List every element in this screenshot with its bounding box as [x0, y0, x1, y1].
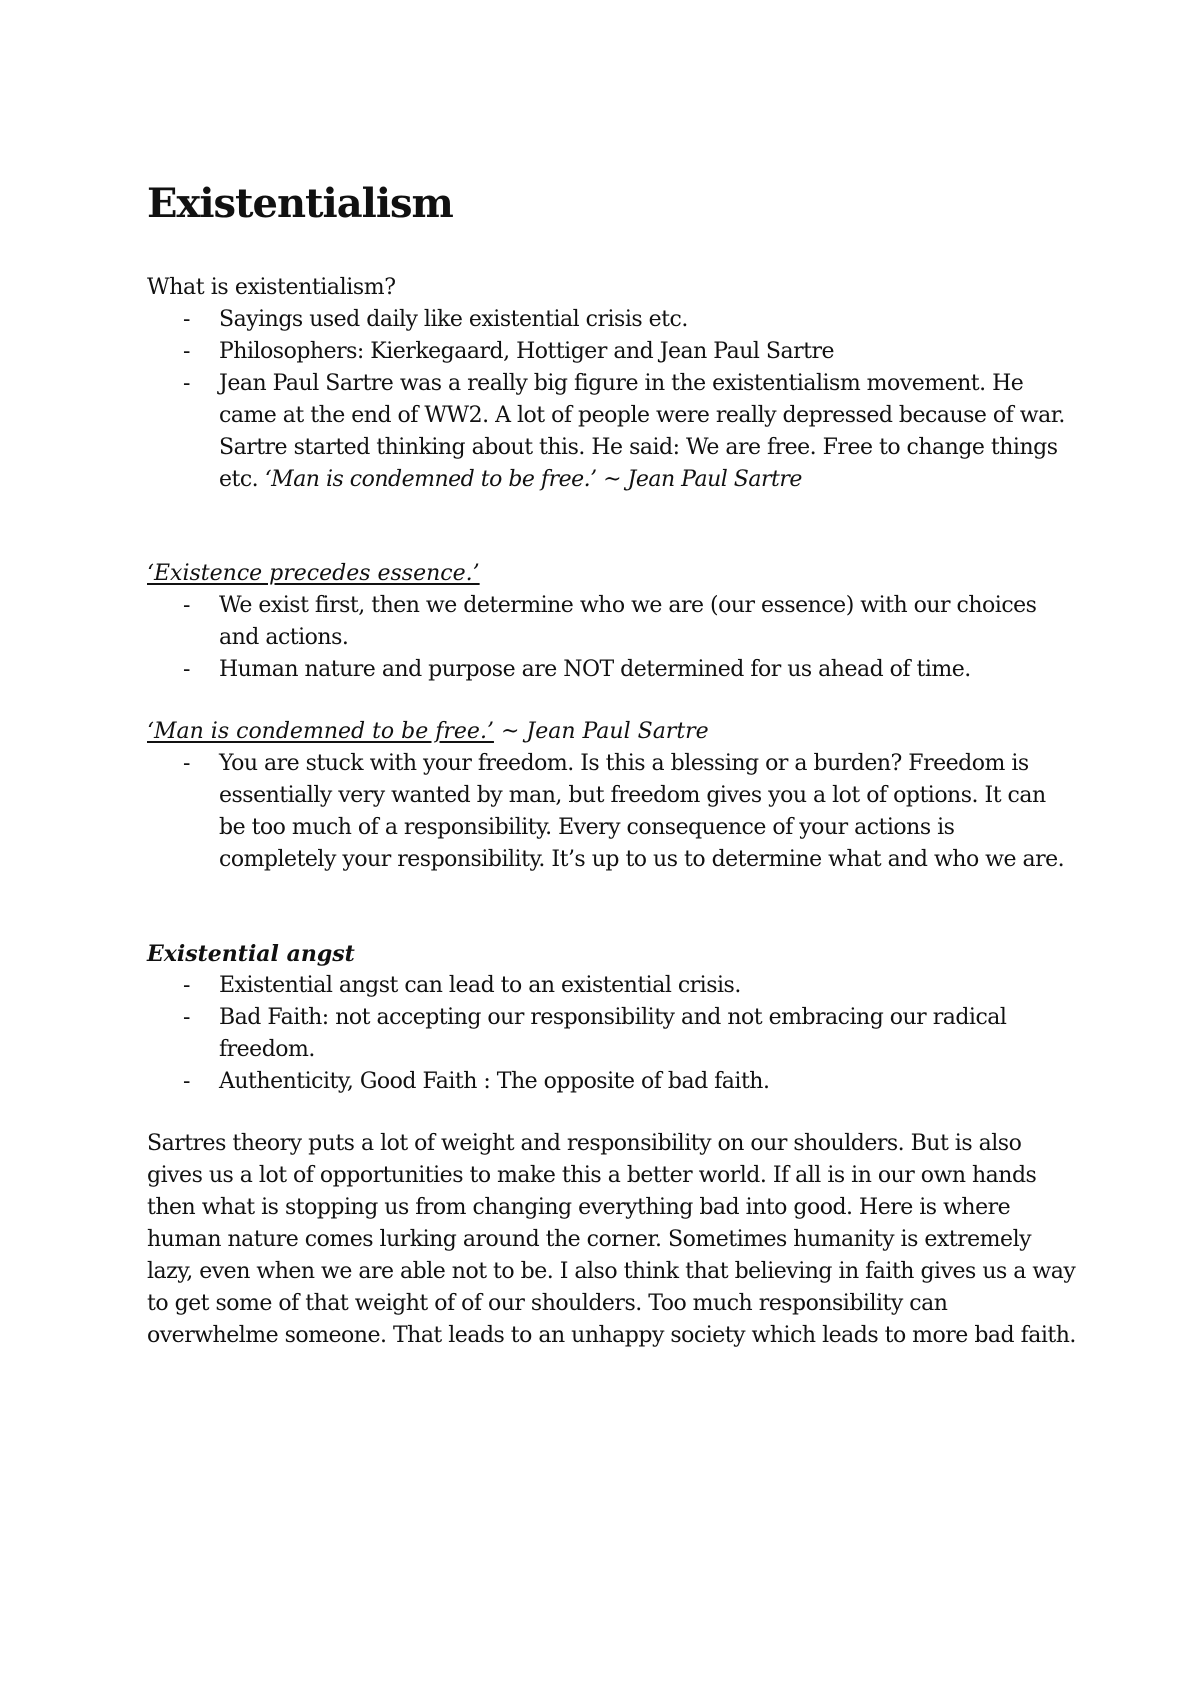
list-item [147, 368, 1077, 496]
dash-bullet: - [183, 1069, 190, 1094]
list-item [147, 304, 1077, 336]
section3-list [147, 748, 1077, 876]
dash-bullet: - [183, 593, 190, 618]
list-item-text: We exist first, then we determine who we are (our essence) with our choices and actions. [219, 593, 1037, 650]
section-heading-what-is: What is existentialism? [147, 275, 396, 300]
dash-bullet: - [183, 657, 190, 682]
list-item [147, 654, 1077, 686]
list-item [147, 336, 1077, 368]
list-item [147, 1002, 1077, 1066]
conclusion-paragraph: Sartres theory puts a lot of weight and responsibility on our shoulders. But is also gives us a lot of opportunities to make this a better world. If all is in our own hands then what is stopping us from changing everything bad into good. Here is where human nature comes lurking around the corner. Sometimes humanity is extremely lazy, even when we are able not to be. I also think that believing in faith gives us a way to get some of that weight of of our shoulders. Too much responsibility can overwhelme someone. That leads to an unhappy society which leads to more bad faith. [147, 1131, 1076, 1348]
dash-bullet: - [183, 307, 190, 332]
list-item-text: Philosophers: Kierkegaard, Hottiger and Jean Paul Sartre [219, 339, 835, 364]
list-item-text: Jean Paul Sartre was a really big figure in the existentialism movement. He came at the end of WW2. A lot of people were really depressed because of war. Sartre started thinking about this. He said: We are free. Free to change things etc. [219, 371, 1065, 492]
list-item-text: Human nature and purpose are NOT determined for us ahead of time. [219, 657, 971, 682]
dash-bullet: - [183, 1005, 190, 1030]
section1-list [147, 304, 1077, 496]
list-item-text: Authenticity, Good Faith : The opposite of bad faith. [219, 1069, 770, 1094]
list-item-text: Bad Faith: not accepting our responsibility and not embracing our radical freedom. [219, 1005, 1007, 1062]
list-item-text: You are stuck with your freedom. Is this a blessing or a burden? Freedom is essentially very wanted by man, but freedom gives you a lot of options. It can be too much of a responsibility. Every consequence of your actions is completely your responsibility. It’s up to us to determine what and who we are. [219, 751, 1065, 872]
section-heading-condemned [147, 716, 1077, 748]
document-body [147, 180, 1077, 1352]
page-title: Existentialism [147, 180, 453, 227]
list-item [147, 590, 1077, 654]
dash-bullet: - [183, 973, 190, 998]
list-item [147, 748, 1077, 876]
section-heading-angst: Existential angst [147, 941, 355, 967]
sartre-quote: ‘Man is condemned to be free.’ ~ Jean Paul Sartre [264, 467, 802, 492]
section2-list [147, 590, 1077, 686]
section4-list [147, 970, 1077, 1098]
list-item [147, 1066, 1077, 1098]
section-heading-attribution: ~ Jean Paul Sartre [493, 719, 709, 744]
section-heading-existence: ‘Existence precedes essence.’ [147, 561, 480, 586]
section-heading-quote: ‘Man is condemned to be free.’ [147, 719, 494, 744]
dash-bullet: - [183, 371, 190, 396]
list-item-text: Existential angst can lead to an existential crisis. [219, 973, 741, 998]
dash-bullet: - [183, 751, 190, 776]
list-item-text: Sayings used daily like existential crisis etc. [219, 307, 688, 332]
dash-bullet: - [183, 339, 190, 364]
list-item [147, 970, 1077, 1002]
